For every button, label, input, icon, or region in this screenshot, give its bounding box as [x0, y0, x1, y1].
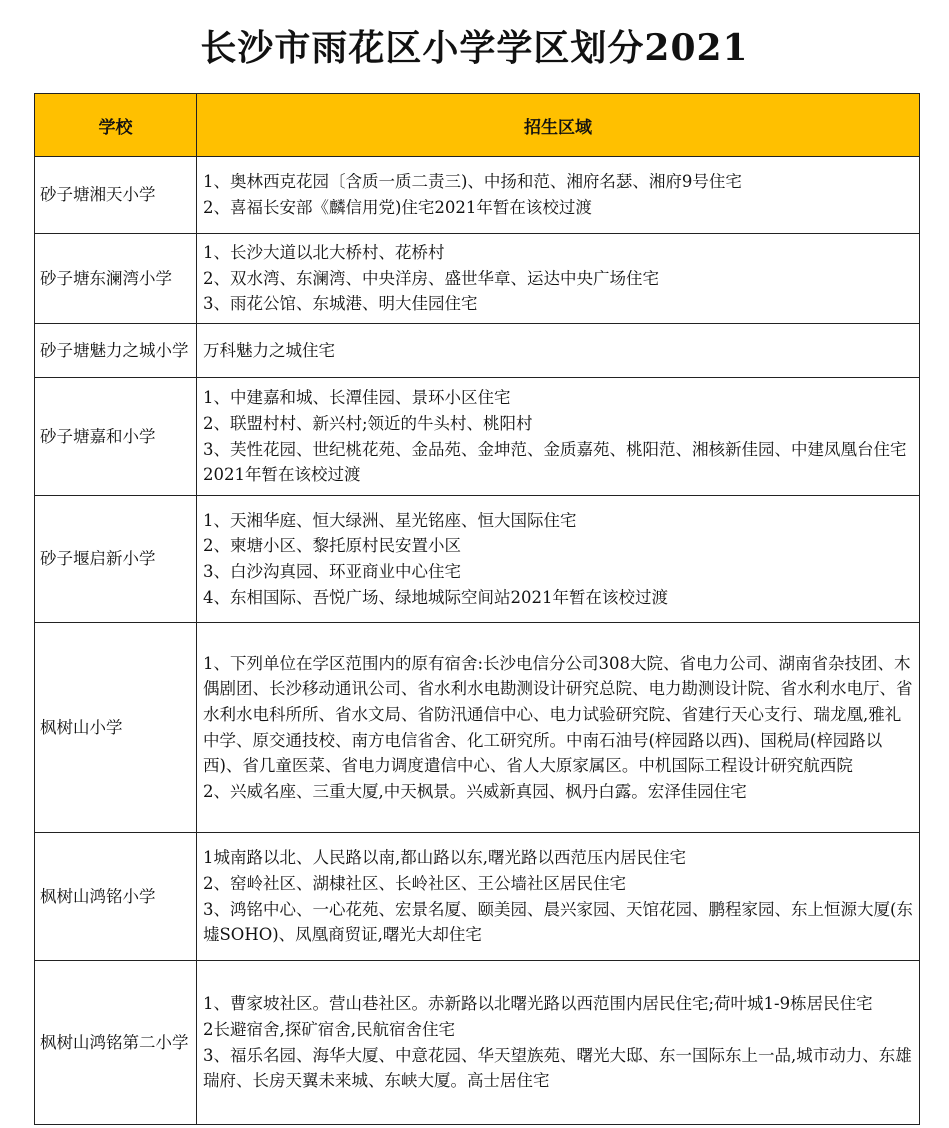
zone-cell [197, 324, 920, 378]
table-row [35, 623, 920, 833]
table-row [35, 961, 920, 1125]
school-name: 枫树山小学 [35, 623, 197, 833]
zone-line: 1、奥林西克花园〔含质一质二责三)、中扬和范、湘府名瑟、湘府9号住宅 [203, 172, 742, 192]
zone-line: 1、曹家坡社区。营山巷社区。赤新路以北曙光路以西范围内居民住宅;荷叶城1-9栋居民住宅 [203, 994, 873, 1014]
school-name: 砂子塘魅力之城小学 [35, 324, 197, 378]
table-row [35, 378, 920, 496]
school-name: 砂子堰启新小学 [35, 496, 197, 623]
zone-line: 2、柬塘小区、黎托原村民安置小区 [203, 536, 461, 556]
zone-line: 1城南路以北、人民路以南,都山路以东,曙光路以西范压内居民住宅 [203, 848, 686, 868]
school-name: 砂子塘东澜湾小学 [35, 234, 197, 324]
zone-line: 2、兴威名座、三重大厦,中天枫景。兴威新真园、枫丹白露。宏泽佳园住宅 [203, 781, 747, 801]
zone-cell [197, 961, 920, 1125]
zone-cell [197, 378, 920, 496]
zone-line: 1、长沙大道以北大桥村、花桥村 [203, 243, 445, 263]
zone-line: 3、福乐名园、海华大厦、中意花园、华天望族苑、曙光大邸、东一国际东上一品,城市动力、东雄瑞府、长房天翼未来城、东峡大厦。高士居住宅 [203, 1045, 912, 1091]
school-name: 枫树山鸿铭第二小学 [35, 961, 197, 1125]
school-name: 砂子塘嘉和小学 [35, 378, 197, 496]
zone-cell [197, 496, 920, 623]
table-header-row [35, 94, 920, 157]
zone-line: 3、白沙沟真园、环亚商业中心住宅 [203, 562, 461, 581]
page-title: 长沙市雨花区小学学区划分2021 [200, 27, 749, 69]
zone-line: 3、鸿铭中心、一心花苑、宏景名厦、颐美园、晨兴家园、天馆花园、鹏程家园、东上恒源大厦(东墟SOHO)、凤凰商贸证,曙光大却住宅 [203, 899, 913, 945]
table-row [35, 157, 920, 234]
zone-line: 2长避宿舍,探矿宿舍,民航宿舍住宅 [203, 1019, 455, 1039]
header-school: 学校 [35, 94, 197, 157]
zone-line: 万科魅力之城住宅 [203, 340, 335, 360]
zone-line: 1、中建嘉和城、长潭佳园、景环小区住宅 [203, 388, 511, 408]
school-name: 砂子塘湘天小学 [35, 157, 197, 234]
zone-line: 2、双水湾、东澜湾、中央洋房、盛世华章、运达中央广场住宅 [203, 268, 659, 288]
table-row [35, 324, 920, 378]
school-zone-table [34, 93, 920, 1125]
zone-line: 2、联盟村村、新兴村;领近的牛头村、桃阳村 [203, 413, 533, 433]
table-row [35, 496, 920, 623]
zone-line: 2、窑岭社区、湖棣社区、长岭社区、王公墙社区居民住宅 [203, 873, 626, 893]
header-area: 招生区域 [197, 94, 920, 157]
school-name: 枫树山鸿铭小学 [35, 833, 197, 961]
zone-cell [197, 623, 920, 833]
zone-line: 4、东相国际、吾悦广场、绿地城际空间站2021年暂在该校过渡 [203, 587, 668, 607]
zone-line: 3、芙性花园、世纪桃花苑、金品苑、金坤范、金质嘉苑、桃阳范、湘核新佳园、中建凤凰台住宅2021年暂在该校过渡 [203, 439, 907, 485]
zone-cell [197, 833, 920, 961]
zone-line: 3、雨花公馆、东城港、明大佳园住宅 [203, 294, 478, 314]
zone-line: 1、下列单位在学区范围内的原有宿舍:长沙电信分公司308大院、省电力公司、湖南省杂技团、木偶剧团、长沙移动通讯公司、省水利水电勘测设计研究总院、电力勘测设计院、省水利水电厅、省水利水电科所所、省水文局、省防汛通信中心、电力试验研究院、省建行天心支行、瑞龙凰,雅礼中学、原交通技校、南方电信省舍、化工研究所。中南石油号(梓园路以西)、国税局(梓园路以西)、省几童医菜、省电力调度遣信中心、省人大原家属区。中机国际工程设计研究航西院 [203, 653, 913, 776]
table-row [35, 234, 920, 324]
zone-cell [197, 157, 920, 234]
zone-line: 2、喜福长安部《麟信用党)住宅2021年暂在该校过渡 [203, 198, 592, 217]
table-row [35, 833, 920, 961]
zone-cell [197, 234, 920, 324]
zone-line: 1、天湘华庭、恒大绿洲、星光铭座、恒大国际住宅 [203, 510, 577, 530]
